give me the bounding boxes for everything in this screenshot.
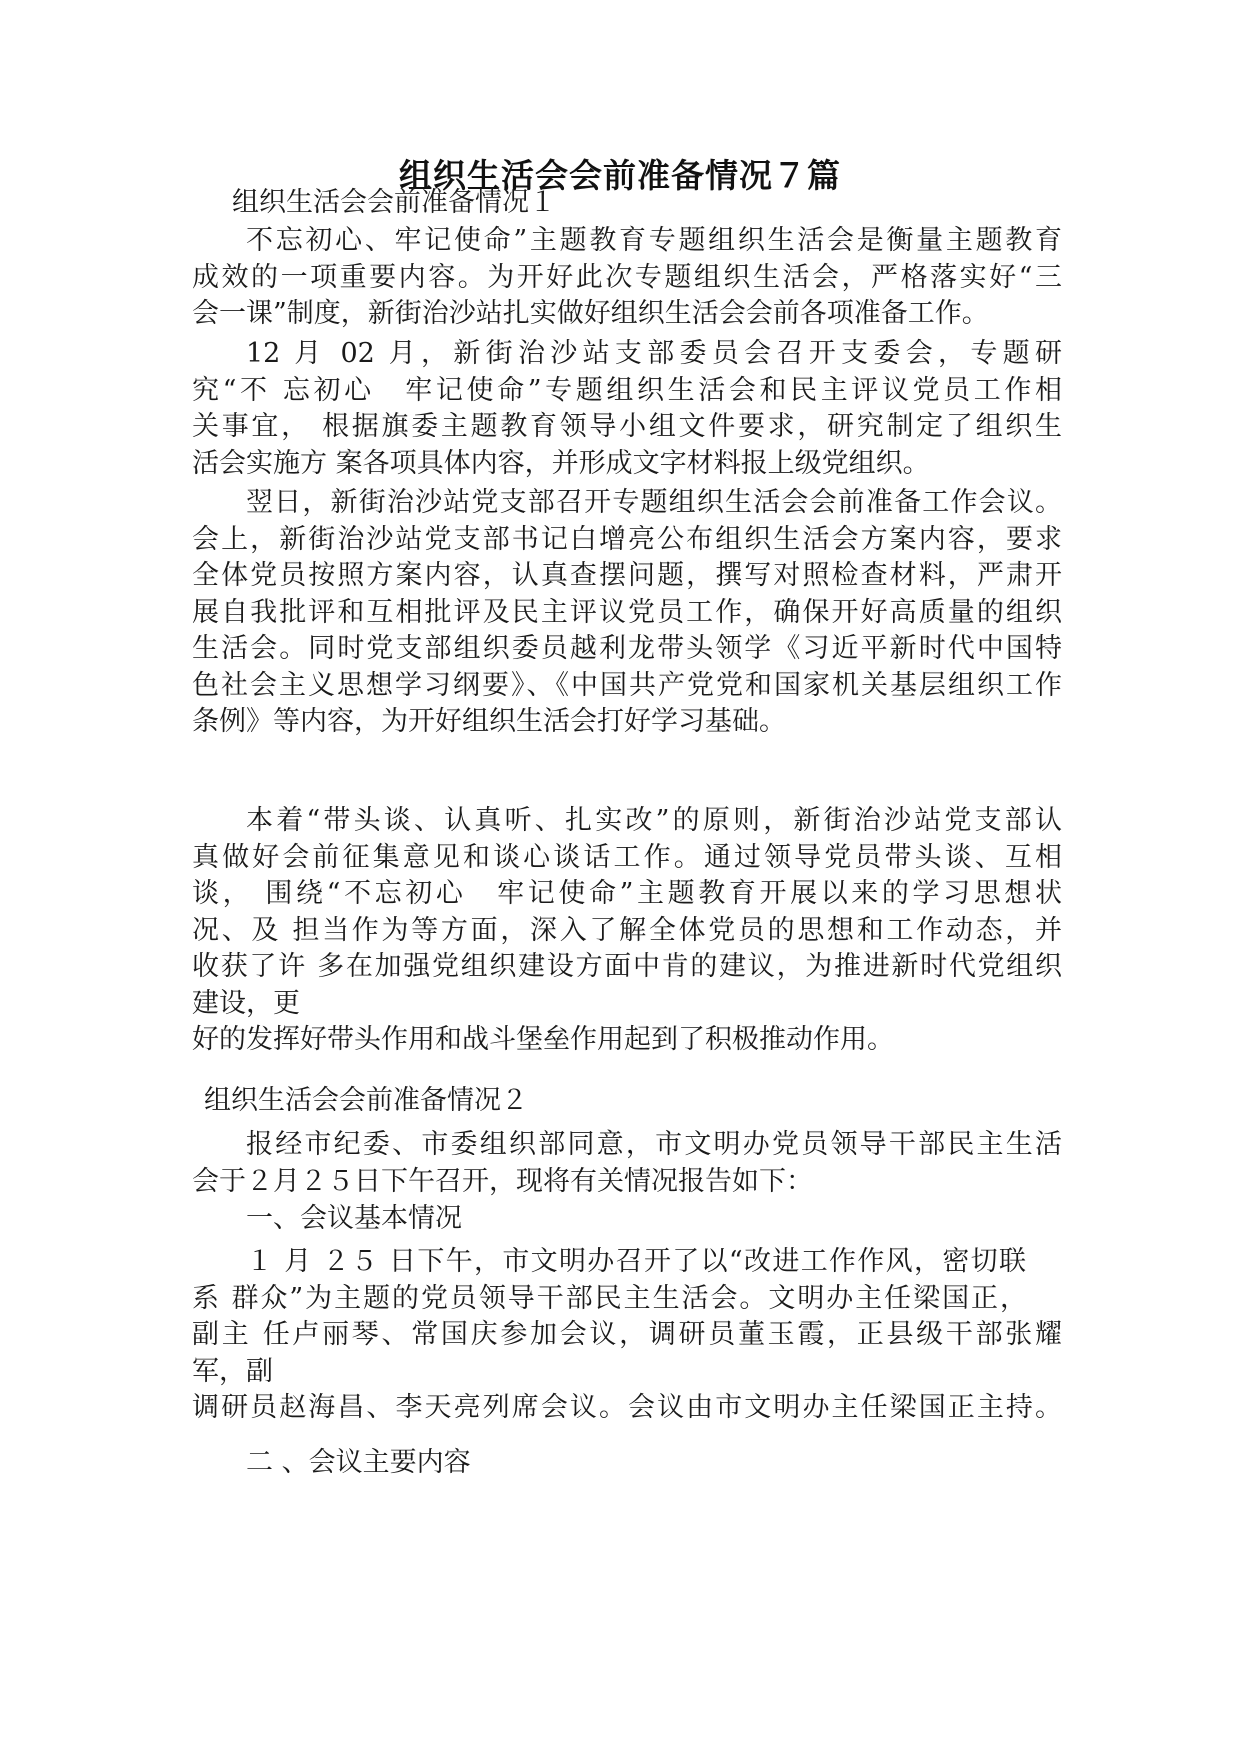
paragraph [192, 223, 1062, 333]
text-line: 会一课”制度，新街治沙站扎实做好组织生活会会前各项准备工作。 [192, 298, 989, 329]
text-line: 好的发挥好带头作用和战斗堡垒作用起到了积极推动作用。 [192, 1024, 894, 1055]
text-line: 翌日，新街治沙站党支部召开专题组织生活会会前准备工作会议。 [246, 487, 1062, 518]
paragraph [192, 1127, 1062, 1200]
document-title: 组织生活会会前准备情况７篇 [399, 156, 841, 195]
paragraph [192, 803, 1062, 1059]
text-line: 活会实施方 案各项具体内容，并形成文字材料报上级党组织。 [192, 447, 930, 479]
text-line: 12 月 02 月，新街治沙站支部委员会召开支委会，专题研 [246, 338, 1062, 369]
text-line: 收获了许 多在加强党组织建设方面中肯的建议，为推进新时代党组织 [192, 951, 1062, 982]
text-line: 副主 任卢丽琴、常国庆参加会议，调研员董玉霞，正县级干部张耀 [192, 1319, 1062, 1350]
text-line: 关事宜， 根据旗委主题教育领导小组文件要求，研究制定了组织生 [192, 411, 1062, 442]
text-line: 展自我批评和互相批评及民主评议党员工作，确保开好高质量的组织 [192, 596, 1062, 628]
paragraph [192, 485, 1062, 741]
text-line: 条例》等内容，为开好组织生活会打好学习基础。 [192, 706, 786, 737]
text-line: 军，副 [192, 1355, 273, 1387]
text-line: 生活会。同时党支部组织委员越利龙带头领学《习近平新时代中国特 [192, 633, 1062, 664]
text-line: 会于２月２５日下午召开，现将有关情况报告如下： [192, 1165, 813, 1197]
text-line: 调研员赵海昌、李天亮列席会议。会议由市文明办主任梁国正主持。 [192, 1392, 1062, 1423]
text-line: 全体党员按照方案内容，认真查摆问题，撰写对照检查材料，严肃开 [192, 560, 1062, 591]
paragraph [192, 1244, 1062, 1427]
sub-heading: 一、会议基本情况 [246, 1203, 462, 1234]
text-line: １ 月 ２５ 日下午，市文明办召开了以“改进工作作风，密切联 [246, 1246, 1026, 1277]
text-line: 真做好会前征集意见和谈心谈话工作。通过领导党员带头谈、互相 [192, 841, 1062, 873]
text-line: 报经市纪委、市委组织部同意，市文明办党员领导干部民主生活 [246, 1129, 1062, 1160]
section-heading-2: 组织生活会会前准备情况２ [204, 1085, 528, 1116]
text-line: 色社会主义思想学习纲要》、《中国共产党党和国家机关基层组织工作 [192, 669, 1062, 701]
text-line: 系 群众”为主题的党员领导干部民主生活会。文明办主任梁国正， [192, 1282, 1027, 1314]
text-line: 本着“带头谈、认真听、扎实改”的原则，新街治沙站党支部认 [246, 805, 1062, 836]
paragraph [192, 336, 1062, 482]
text-line: 不忘初心、牢记使命”主题教育专题组织生活会是衡量主题教育 [246, 225, 1062, 256]
section-heading-1: 组织生活会会前准备情况１ [232, 187, 556, 218]
text-line: 究“不 忘初心 牢记使命”专题组织生活会和民主评议党员工作相 [192, 374, 1062, 406]
sub-heading: 二 、会议主要内容 [246, 1447, 471, 1478]
text-line: 况、及 担当作为等方面，深入了解全体党员的思想和工作动态，并 [192, 914, 1062, 946]
text-line: 谈， 围绕“不忘初心 牢记使命”主题教育开展以来的学习思想状 [192, 878, 1062, 909]
text-line: 会上，新街治沙站党支部书记白增亮公布组织生活会方案内容，要求 [192, 523, 1062, 555]
text-line: 建设，更 [192, 987, 300, 1019]
text-line: 成效的一项重要内容。为开好此次专题组织生活会，严格落实好“三 [192, 261, 1062, 293]
